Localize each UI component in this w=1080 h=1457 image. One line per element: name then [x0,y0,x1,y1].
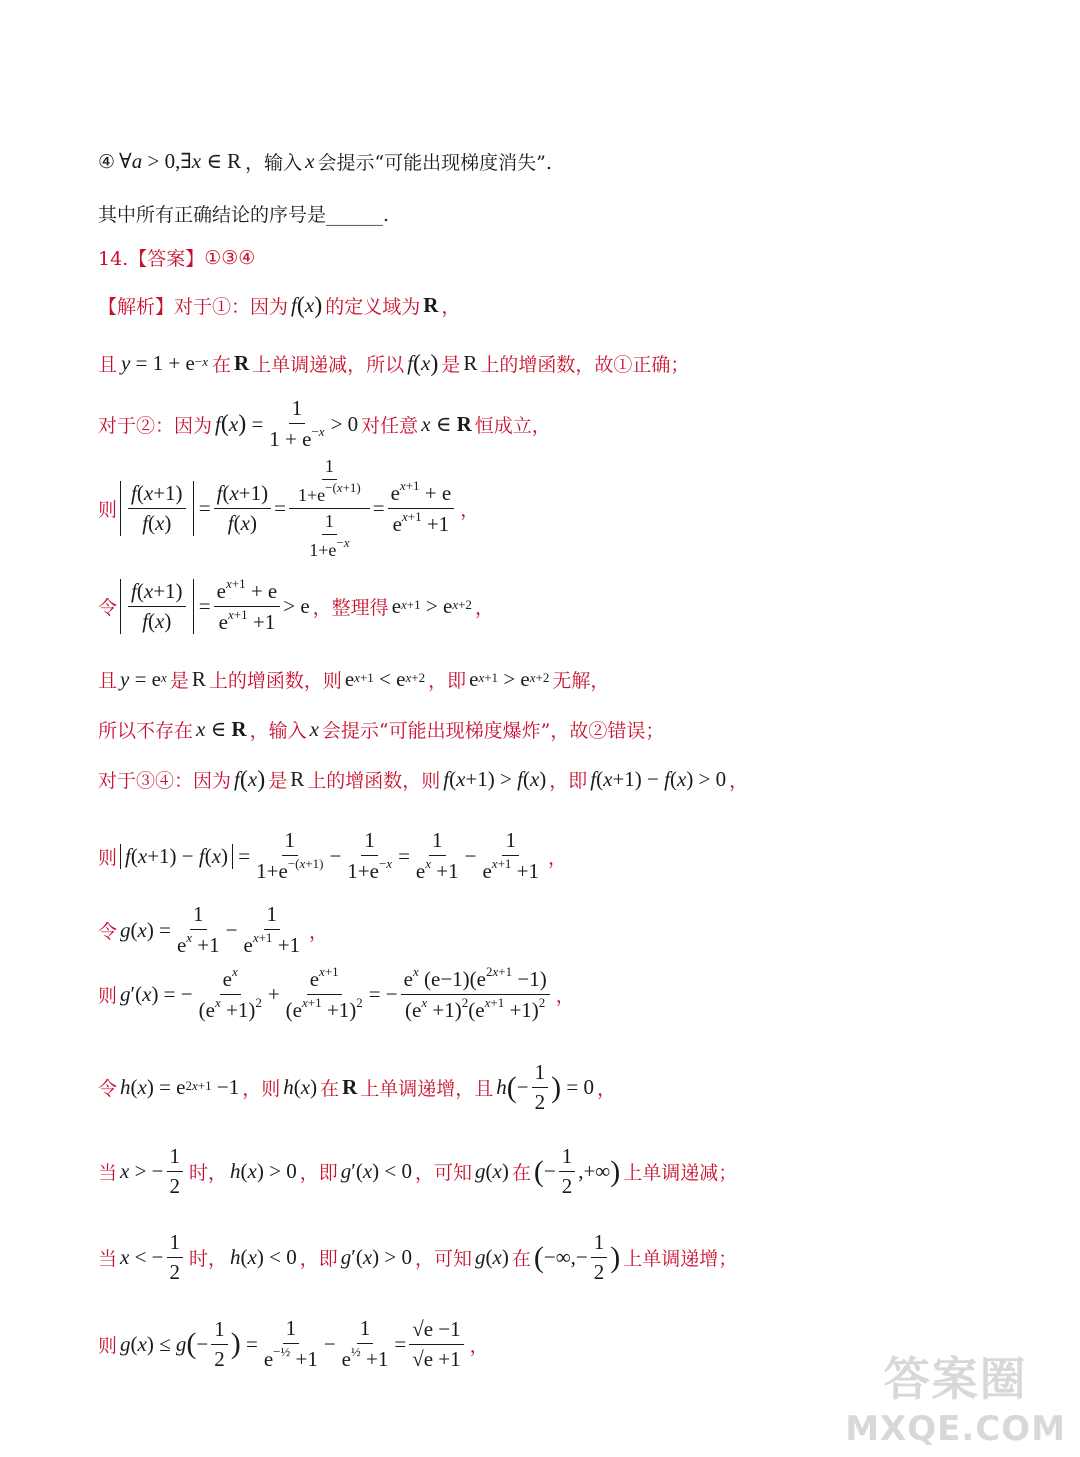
option-4-number: ④ [98,150,116,173]
math-fx-def: f ( x ) = $\frac{1}{1 + e^{-x}}$ > 0 [215,396,359,451]
text-span: ， [729,770,749,792]
option-4 [98,148,552,175]
question-prompt: 其中所有正确结论的序号是______. [98,204,390,226]
text-span: ，整理得 [312,597,389,619]
math-ratio-inequality: $\frac{f(x+1)}{f(x)}$ = $\frac{e^{x+1} + e}{e^{x+1} +1}$ > e [120,578,310,635]
text-span: 当 [98,1248,118,1270]
math-R: R [423,293,439,317]
text-span: ， [474,597,494,619]
text-span: ， [555,985,575,1007]
text-span: 是 [169,670,189,692]
analysis-line-2 [98,350,689,377]
analysis-line-12 [98,1060,616,1115]
text-span: ，即 [428,670,467,692]
text-span: 在 [511,1248,531,1270]
analysis-line-11 [98,966,575,1023]
math-gx: g ( x ) [475,1245,509,1269]
text-span: 当 [98,1162,118,1184]
text-span: 的定义域为 [325,296,421,318]
analysis-line-14 [98,1230,737,1285]
math-hx: h ( x ) [283,1075,318,1099]
math-R: R [234,351,250,375]
text-span: 上的增函数，则 [208,670,342,692]
text-span: 则 [98,846,118,869]
math-x-lt-neg-half: x < − $\frac{1}{2}$ [120,1230,186,1285]
text-span: 对于②：因为 [98,414,213,437]
text-span: ， [309,920,329,943]
text-span: ，即 [299,1162,338,1184]
text-span: 无解， [552,670,610,692]
math-interval-left: ( −∞,− $\frac{1}{2}$ ) [533,1230,621,1284]
text-span: 上单调递增，且 [360,1078,494,1100]
watermark-url: MXQE.COM [845,1409,1066,1449]
text-span: 且 [98,354,118,376]
text-span: ，则 [242,1078,281,1100]
text-span: 是 [441,354,461,376]
text-span: ， [596,1078,616,1100]
text-span: 上的增函数，则 [307,770,441,792]
text-span: 则 [98,499,118,521]
answer-value: ①③④ [204,246,256,269]
text-span: 上单调递增； [623,1248,738,1270]
math-g-derivative: g ′( x ) = − $\frac{e^x}{(e^x +1)^2}$ + $\frac{e^{x+1}}{(e^{x+1} +1)^2}$ = − $\frac{e^x (e-1)(e^{2x+1} -1)}{(e^x +1)^2(e^{x+1} +1)^2}$ [120,966,553,1023]
text-span: 令 [98,597,118,619]
text-span: 令 [98,1078,118,1100]
watermark-logo [845,1343,1066,1449]
text-span: 会提示“可能出现梯度爆炸”，故②错误； [321,720,665,742]
analysis-line-15 [98,1316,489,1372]
text-span: ， [460,499,480,521]
text-span: 则 [98,985,118,1007]
text-span: 令 [98,920,118,943]
text-span: 所以不存在 [98,720,194,742]
watermark-title: 答案圈 [883,1352,1028,1406]
math-R: R [290,767,305,791]
text-span: ，输入 [249,720,307,742]
math-y-ex: y = e $^x$ [120,667,167,691]
option-4-condition: ∀ a > 0,∃ x ∈ R [119,149,242,173]
math-f-diff-positive: f ( x +1) − f ( x ) > 0 [590,767,727,791]
analysis-line-7 [98,716,664,743]
math-fx: f ( x ) [407,350,439,377]
answer-label: 14.【答案】 [98,248,205,270]
text-span: 在 [511,1162,531,1184]
text-span: 上单调递减，所以 [252,354,405,376]
math-g-max: g ( x ) ≤ g ( − $\frac{1}{2}$ ) = $\frac{1}{e^{-\frac{1}{2}} +1}$ − $\frac{1}{e^{\frac{1}{2}} +1}$ = $\frac{√e -1}{√e +1}$ [120,1316,467,1372]
text-span: 在 [211,354,231,376]
math-interval-right: ( − $\frac{1}{2}$ ,+∞ ) [533,1144,621,1198]
text-span: 时， [189,1162,228,1184]
math-y-def: y = 1 + e $^{-x}$ [121,351,208,375]
text-span: ， [469,1334,489,1357]
analysis-line-9 [98,828,567,884]
analysis-line-1 [98,292,460,319]
text-span: ，即 [549,770,588,792]
text-span: 对任意 [361,414,419,437]
text-span: 在 [320,1078,340,1100]
math-g-prime-negative: g ′( x ) < 0 [340,1159,412,1183]
text-span: 对于①：因为 [174,296,289,318]
analysis-line-4 [98,456,479,561]
text-span: 上单调递减； [623,1162,738,1184]
analysis-line-5 [98,578,494,635]
math-exp-greater: e $^{x +1}$ > e $^{x +2}$ [469,667,550,691]
analysis-line-3 [98,396,551,452]
analysis-line-6 [98,666,609,693]
text-span: 上的增函数，故①正确； [480,354,690,376]
text-span: 且 [98,670,118,692]
math-x: x [309,717,319,741]
math-f-increase: f ( x +1) > f ( x ) [443,767,547,791]
math-g-def: g ( x ) = $\frac{1}{e^x +1}$ − $\frac{1}{e^{x+1} +1}$ [120,902,301,957]
math-gx: g ( x ) [475,1159,509,1183]
math-x-in-R: x ∈ R [421,411,472,436]
text-span: 是 [268,770,288,792]
math-h-zero: h ( − $\frac{1}{2}$ ) = 0 [496,1060,594,1114]
math-abs-diff: f ( x +1) − f ( x ) = $\frac{1}{1+e^{-(x+1)}}$ − $\frac{1}{1+e^{-x}}$ = $\frac{1}{e^x +1}$ − $\frac{1}{e^{x+1} +1}$ [120,828,545,884]
math-ratio-equation: $\frac{f(x+1)}{f(x)}$ = $\frac{f(x+1)}{f(x)}$ = $\frac{\frac{1}{1+e^{-(x+1)}}}{\frac{1}{1+e^{-x}}}$ = $\frac{e^{x+1} + e}{e^{x+1} +1}$ [120,456,457,561]
math-fx: f ( x ) [234,766,266,793]
analysis-line-13 [98,1144,737,1199]
analysis-label: 【解析】 [98,296,175,318]
analysis-line-8 [98,766,748,793]
text-span: ， [441,296,461,318]
text-span: 时， [189,1248,228,1270]
answer-line [98,244,255,271]
math-x-in-R: x ∈ R [196,717,247,741]
math-h-positive: h ( x ) > 0 [230,1159,297,1183]
text-span: 则 [98,1334,118,1357]
text-span: ， [548,846,568,869]
option-4-var: x [305,149,315,173]
text-span: ，可知 [415,1162,473,1184]
option-4-text: ，输入 [245,152,303,174]
text-span: 恒成立， [474,414,551,437]
math-h-negative: h ( x ) < 0 [230,1245,297,1269]
math-x-gt-neg-half: x > − $\frac{1}{2}$ [120,1144,186,1199]
math-h-def: h ( x ) = e $^{2x +1}$ −1 [120,1075,240,1099]
math-fx: f ( x ) [291,292,323,319]
text-span: 对于③④：因为 [98,770,232,792]
analysis-line-10 [98,902,328,958]
math-exp-less: e $^{x +1}$ < e $^{x +2}$ [344,667,426,691]
math-R: R [463,351,478,375]
text-span: ，即 [299,1248,338,1270]
option-4-text2: 会提示“可能出现梯度消失”. [317,152,552,174]
math-g-prime-positive: g ′( x ) > 0 [340,1245,412,1269]
math-R: R [191,667,206,691]
math-exp-inequality: e $^{x +1}$ > e $^{x +2}$ [391,594,472,618]
text-span: ，可知 [415,1248,473,1270]
math-R: R [342,1075,358,1099]
